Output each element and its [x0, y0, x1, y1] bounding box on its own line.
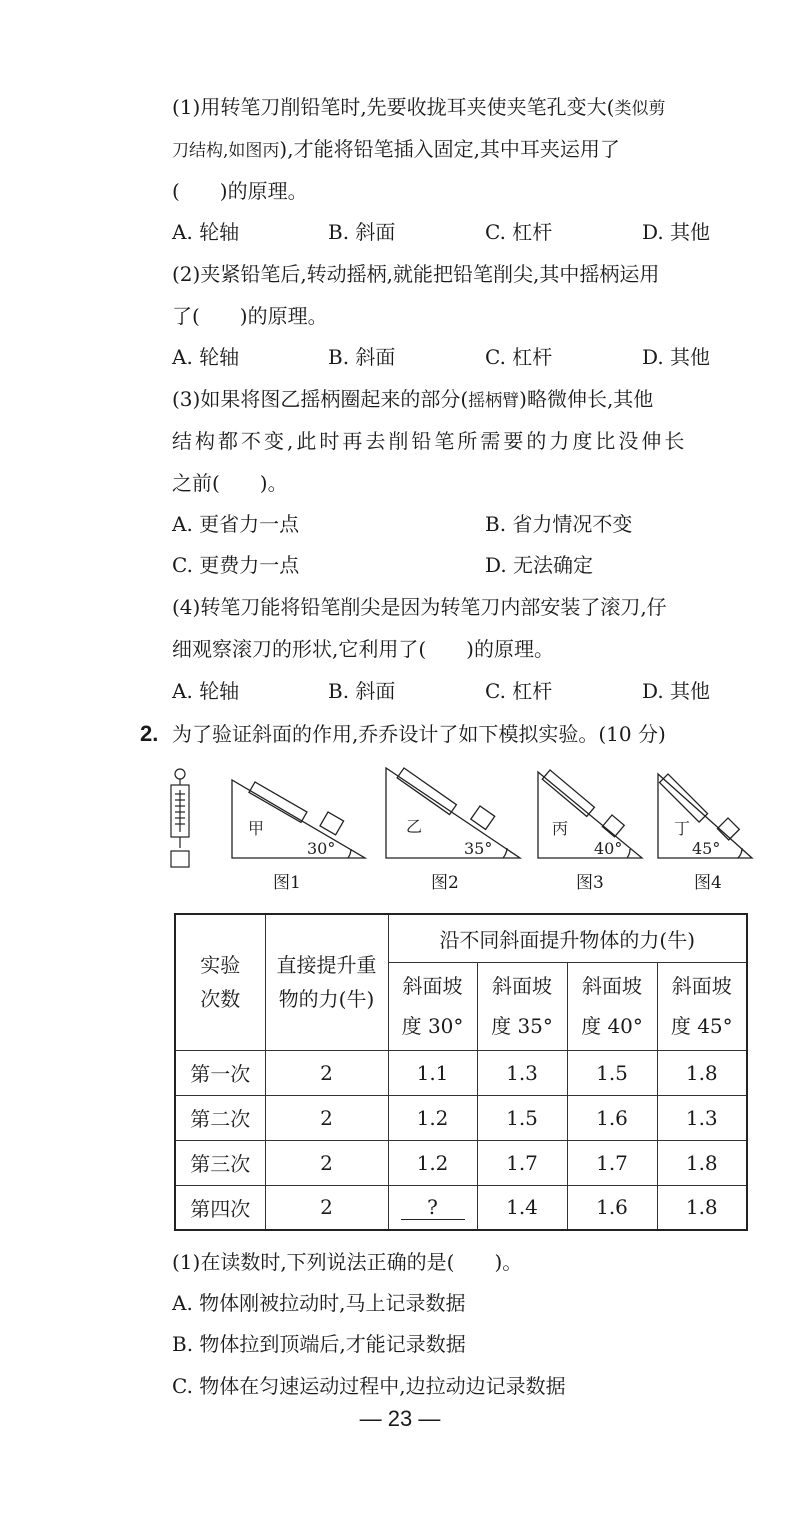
q2-part1-option-b[interactable]: B. 物体拉到顶端后,才能记录数据	[172, 1332, 466, 1356]
q2-part1-option-c[interactable]: C. 物体在匀速运动过程中,边拉动边记录数据	[172, 1374, 566, 1398]
slope-angle-3: 40°	[594, 839, 623, 858]
slope-label-1: 甲	[248, 819, 265, 838]
q1-part1-line1	[172, 93, 666, 123]
row-value: 1.2	[388, 1095, 477, 1140]
header-text: 度 30°	[401, 1014, 464, 1038]
text: (3)如果将图乙摇柄圈起来的部分(	[172, 387, 469, 411]
q1-part1-option-a[interactable]: A. 轮轴	[172, 220, 240, 244]
q1-part2-option-a[interactable]: A. 轮轴	[172, 345, 240, 369]
row-value: 1.1	[388, 1050, 477, 1095]
row-name: 第二次	[175, 1095, 265, 1140]
slope-angle-1: 30°	[307, 839, 336, 858]
table-row	[175, 1185, 747, 1230]
row-direct: 2	[265, 1185, 388, 1230]
q1-part4-option-d[interactable]: D. 其他	[642, 679, 711, 703]
table-header-row	[175, 914, 747, 962]
q1-part4-option-c[interactable]: C. 杠杆	[485, 679, 553, 703]
text-small: 类似剪	[614, 99, 666, 119]
q1-part3-option-c[interactable]: C. 更费力一点	[172, 553, 300, 577]
text-small: 刀结构,如图丙	[172, 141, 280, 161]
row-value: 1.8	[657, 1185, 747, 1230]
spring-scale-icon	[171, 769, 189, 867]
table-row	[175, 1140, 747, 1185]
row-value: 1.5	[567, 1050, 657, 1095]
row-value: 1.6	[567, 1185, 657, 1230]
row-direct: 2	[265, 1095, 388, 1140]
header-text: 斜面坡	[671, 974, 732, 998]
q1-part4-line1: (4)转笔刀能将铅笔削尖是因为转笔刀内部安装了滚刀,仔	[172, 595, 667, 619]
header-text: 直接提升重	[276, 953, 377, 978]
experiment-figures	[160, 760, 760, 870]
q1-part3-option-a[interactable]: A. 更省力一点	[172, 512, 300, 536]
row-direct: 2	[265, 1050, 388, 1095]
q1-part3-line2: 结构都不变,此时再去削铅笔所需要的力度比没伸长	[172, 429, 688, 453]
slope-angle-4: 45°	[692, 839, 721, 858]
q1-part1-line3: ( )的原理。	[172, 179, 308, 203]
header-slope-40	[567, 962, 657, 1050]
row-direct: 2	[265, 1140, 388, 1185]
q2-part1-stem: (1)在读数时,下列说法正确的是( )。	[172, 1250, 523, 1274]
q1-part3-option-d[interactable]: D. 无法确定	[485, 553, 594, 577]
row-value-unknown	[388, 1185, 477, 1230]
slope-figure-2	[386, 768, 520, 858]
header-slope-35	[477, 962, 567, 1050]
row-name: 第三次	[175, 1140, 265, 1185]
slope-label-2: 乙	[406, 817, 423, 836]
q1-part2-option-b[interactable]: B. 斜面	[328, 345, 396, 369]
text: (1)用转笔刀削铅笔时,先要收拢耳夹使夹笔孔变大(	[172, 95, 615, 119]
q1-part4-line2: 细观察滚刀的形状,它利用了( )的原理。	[172, 637, 554, 661]
figure-caption-2: 图2	[431, 873, 459, 893]
row-value: 1.6	[567, 1095, 657, 1140]
q2-stem: 为了验证斜面的作用,乔乔设计了如下模拟实验。(10 分)	[172, 722, 666, 746]
q1-part4-option-b[interactable]: B. 斜面	[328, 679, 396, 703]
text: ),才能将铅笔插入固定,其中耳夹运用了	[279, 137, 620, 161]
header-trial	[175, 914, 265, 1050]
figure-caption-3: 图3	[576, 873, 604, 893]
header-direct-force	[265, 914, 388, 1050]
question-number: 2.	[140, 721, 159, 746]
table-row	[175, 1095, 747, 1140]
q1-part1-option-b[interactable]: B. 斜面	[328, 220, 396, 244]
row-value: 1.3	[657, 1095, 747, 1140]
row-value: 1.4	[477, 1185, 567, 1230]
q1-part3-line3: 之前( )。	[172, 471, 288, 495]
row-name: 第四次	[175, 1185, 265, 1230]
q1-part3-option-b[interactable]: B. 省力情况不变	[485, 512, 633, 536]
header-text: 斜面坡	[492, 974, 552, 998]
header-text: 度 45°	[670, 1014, 733, 1038]
slope-label-3: 丙	[552, 819, 569, 838]
table-row	[175, 1050, 747, 1095]
q1-part3-line1	[172, 385, 653, 415]
header-text: 物的力(牛)	[278, 987, 375, 1012]
row-value: 1.3	[477, 1050, 567, 1095]
q1-part4-option-a[interactable]: A. 轮轴	[172, 679, 240, 703]
header-text: 次数	[200, 987, 241, 1012]
header-slope-group: 沿不同斜面提升物体的力(牛)	[388, 914, 747, 962]
q1-part1-line2	[172, 135, 620, 165]
header-slope-30	[388, 962, 477, 1050]
text-small: 摇柄臂	[468, 391, 520, 411]
row-value: 1.5	[477, 1095, 567, 1140]
header-text: 斜面坡	[402, 974, 463, 998]
q1-part2-line1: (2)夹紧铅笔后,转动摇柄,就能把铅笔削尖,其中摇柄运用	[172, 262, 660, 286]
row-value: 1.8	[657, 1050, 747, 1095]
q2-part1-option-a[interactable]: A. 物体刚被拉动时,马上记录数据	[172, 1291, 466, 1315]
row-value: 1.7	[477, 1140, 567, 1185]
experiment-table	[174, 913, 748, 1231]
slope-figure-3	[538, 770, 642, 858]
figure-caption-1: 图1	[273, 873, 301, 893]
row-value: 1.7	[567, 1140, 657, 1185]
page-number: — 23 —	[359, 1406, 441, 1431]
row-value: 1.2	[388, 1140, 477, 1185]
header-text: 度 40°	[581, 1014, 643, 1038]
slope-angle-2: 35°	[464, 839, 493, 858]
q1-part2-option-c[interactable]: C. 杠杆	[485, 345, 553, 369]
row-name: 第一次	[175, 1050, 265, 1095]
q1-part1-option-d[interactable]: D. 其他	[642, 220, 711, 244]
unknown-value-blank: ?	[401, 1195, 465, 1220]
header-text: 度 35°	[491, 1014, 553, 1038]
q1-part2-line2: 了( )的原理。	[172, 304, 328, 328]
slope-label-4: 丁	[674, 819, 691, 838]
header-text: 斜面坡	[582, 974, 642, 998]
q1-part2-option-d[interactable]: D. 其他	[642, 345, 711, 369]
header-slope-45	[657, 962, 747, 1050]
header-text: 实验	[200, 953, 241, 978]
text: )略微伸长,其他	[519, 387, 654, 411]
q1-part1-option-c[interactable]: C. 杠杆	[485, 220, 553, 244]
figure-caption-4: 图4	[694, 873, 722, 893]
row-value: 1.8	[657, 1140, 747, 1185]
